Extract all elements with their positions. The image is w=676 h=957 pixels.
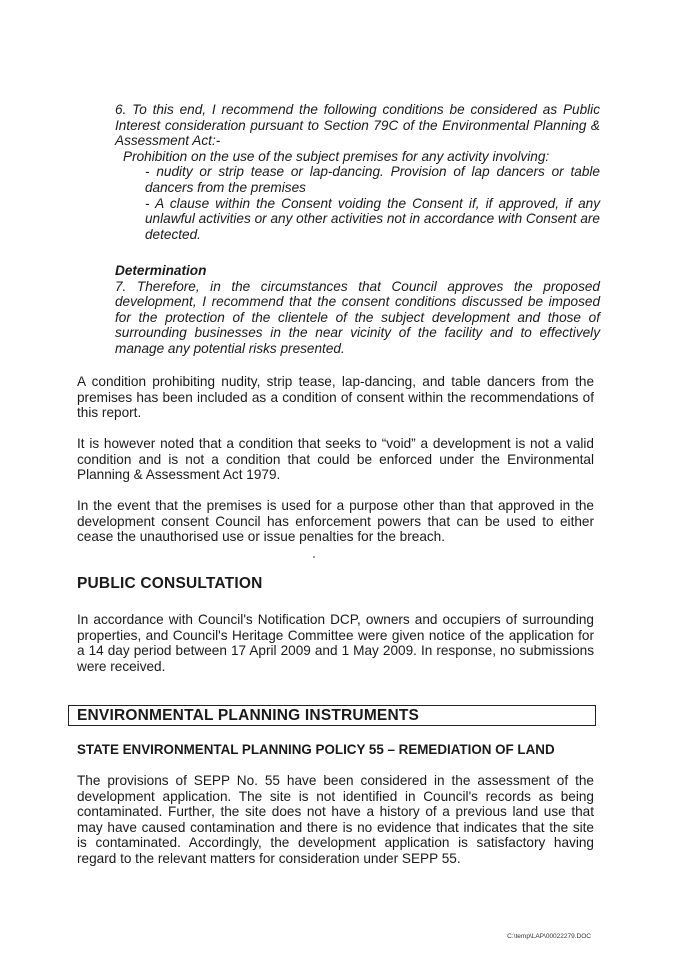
body-paragraph-void-condition: It is however noted that a condition that seeks to “void” a development is not a valid condition and is not a condition that could be enforced under the Environmental Planning & Assessment Act 1979.: [77, 436, 594, 483]
quote-bullet-clause: - A clause within the Consent voiding the Consent if, if approved, if any unlawful activities or any other activities not in accordance with Consent are detected.: [145, 195, 600, 242]
epi-heading-box: [68, 705, 596, 726]
footer-file-path: C:\temp\LAP\00022279.DOC: [507, 933, 591, 940]
public-consultation-paragraph: In accordance with Council's Notification DCP, owners and occupiers of surrounding properties, and Council's Heritage Committee were given notice of the application for a 14 day period between 17 April 2009 and 1 May 2009. In response, no submissions were received.: [77, 612, 594, 674]
determination-heading: Determination: [115, 263, 207, 278]
quoted-submission-block: [115, 102, 600, 242]
sepp55-heading: STATE ENVIRONMENTAL PLANNING POLICY 55 – REMEDIATION OF LAND: [77, 742, 555, 757]
public-consultation-heading: PUBLIC CONSULTATION: [77, 575, 263, 592]
quote-paragraph-7: 7. Therefore, in the circumstances that Council approves the proposed development, I recommend that the consent conditions discussed be imposed for the protection of the clientele of the subject development and those of surrounding businesses in the near vicinity of the facility and to effectively manage any potential risks presented.: [115, 278, 600, 356]
quote-prohibition-line: Prohibition on the use of the subject premises for any activity involving:: [123, 148, 550, 164]
body-paragraph-enforcement: In the event that the premises is used for a purpose other than that approved in the development consent Council has enforcement powers that can be used to either cease the unauthorised use or issue penalties for the breach.: [77, 498, 594, 545]
body-paragraph-condition-included: A condition prohibiting nudity, strip tease, lap-dancing, and table dancers from the premises has been included as a condition of consent within the recommendations of this report.: [77, 374, 594, 421]
quote-bullet-nudity: - nudity or strip tease or lap-dancing. Provision of lap dancers or table dancers from the premises: [145, 164, 600, 195]
quote-paragraph-6: 6. To this end, I recommend the following conditions be considered as Public Interest consideration pursuant to Section 79C of the Environmental Planning & Assessment Act:-: [115, 102, 600, 149]
determination-block: [115, 263, 600, 357]
epi-heading: ENVIRONMENTAL PLANNING INSTRUMENTS: [77, 707, 420, 724]
sepp55-paragraph: The provisions of SEPP No. 55 have been considered in the assessment of the development application. The site is not identified in Council's records as being contaminated. Further, the site does not have a history of a previous land use that may have caused contamination and there is no evidence that indicates that the site is contaminated. Accordingly, the development application is satisfactory having regard to the relevant matters for consideration under SEPP 55.: [77, 773, 594, 866]
scan-speck: [313, 556, 315, 558]
